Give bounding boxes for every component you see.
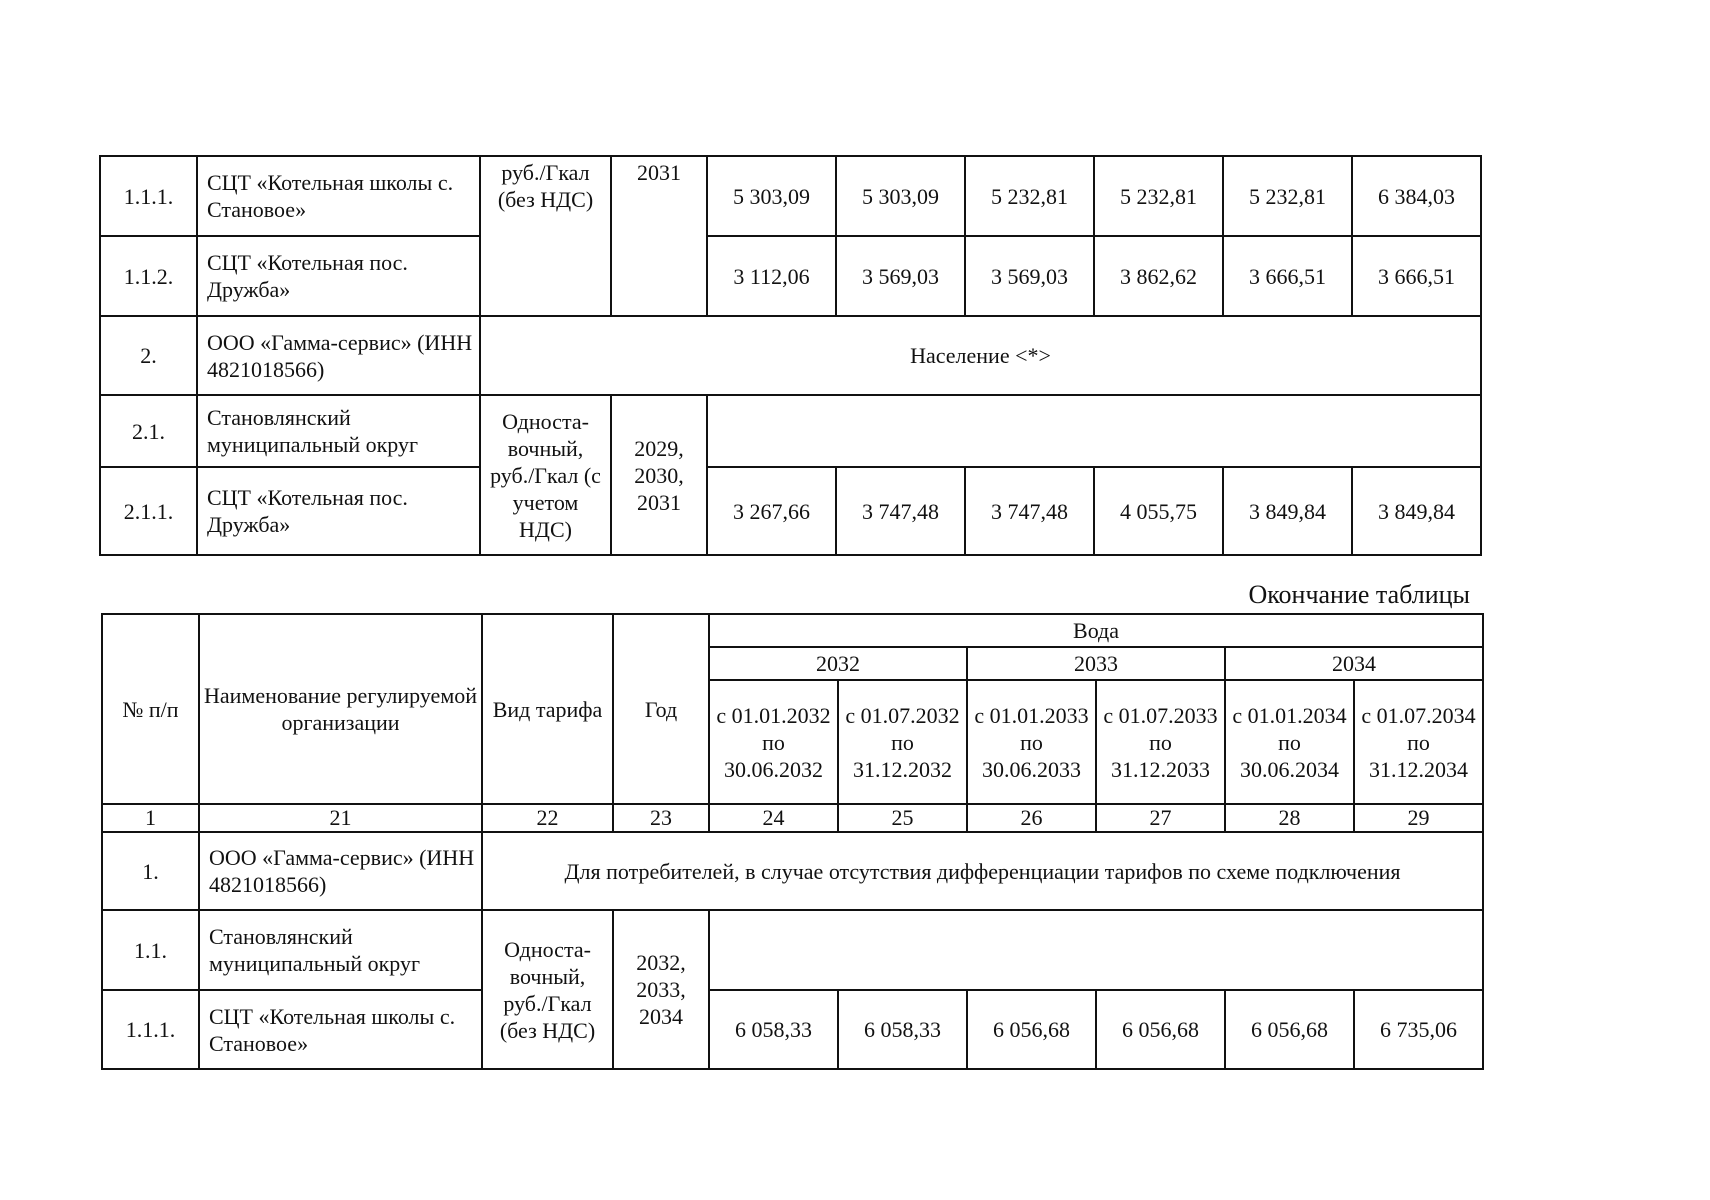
tariff-year: 2031 (611, 156, 707, 316)
tariff-value: 3 569,03 (965, 236, 1094, 316)
tariff-value: 5 232,81 (1223, 156, 1352, 236)
tariff-value: 3 112,06 (707, 236, 836, 316)
tariff-value: 5 232,81 (1094, 156, 1223, 236)
row-number: 2.1.1. (100, 467, 197, 555)
header-tariff-type: Вид тарифа (482, 614, 613, 804)
tariff-value: 6 058,33 (838, 990, 967, 1069)
header-period: с 01.01.2033 по 30.06.2033 (967, 680, 1096, 804)
column-number: 28 (1225, 804, 1354, 832)
tariff-value: 6 735,06 (1354, 990, 1483, 1069)
tariff-value: 5 303,09 (836, 156, 965, 236)
table-row (100, 156, 1481, 236)
tariff-value: 6 056,68 (1225, 990, 1354, 1069)
row-number: 1.1.2. (100, 236, 197, 316)
tariff-value: 6 056,68 (967, 990, 1096, 1069)
tariff-value: 3 267,66 (707, 467, 836, 555)
tariff-value: 3 849,84 (1352, 467, 1481, 555)
column-number-row (102, 804, 1483, 832)
tariff-type: Односта-вочный, руб./Гкал (без НДС) (482, 910, 613, 1069)
tariff-table-continuation (99, 155, 1482, 556)
tariff-value: 6 384,03 (1352, 156, 1481, 236)
organization-name: Становлянский муниципальный округ (199, 910, 482, 990)
consumer-group-label: Население <*> (480, 316, 1481, 395)
tariff-value: 6 056,68 (1096, 990, 1225, 1069)
column-number: 22 (482, 804, 613, 832)
empty-cell (709, 910, 1483, 990)
header-row (102, 614, 1483, 647)
organization-name: Становлянский муниципальный округ (197, 395, 480, 467)
column-number: 1 (102, 804, 199, 832)
header-period: с 01.01.2034 по 30.06.2034 (1225, 680, 1354, 804)
row-number: 1.1.1. (102, 990, 199, 1069)
header-period: с 01.01.2032 по 30.06.2032 (709, 680, 838, 804)
tariff-value: 4 055,75 (1094, 467, 1223, 555)
row-number: 1.1.1. (100, 156, 197, 236)
tariff-value: 3 747,48 (836, 467, 965, 555)
header-period: с 01.07.2034 по 31.12.2034 (1354, 680, 1483, 804)
organization-name: ООО «Гамма-сервис» (ИНН 4821018566) (199, 832, 482, 910)
tariff-year: 2032, 2033, 2034 (613, 910, 709, 1069)
row-number: 1. (102, 832, 199, 910)
tariff-value: 3 849,84 (1223, 467, 1352, 555)
organization-name: СЦТ «Котельная пос. Дружба» (197, 236, 480, 316)
column-number: 21 (199, 804, 482, 832)
organization-name: СЦТ «Котельная пос. Дружба» (197, 467, 480, 555)
tariff-table-end (101, 613, 1484, 1070)
table-row (100, 395, 1481, 467)
header-year: Год (613, 614, 709, 804)
consumer-group-label: Для потребителей, в случае отсутствия дифференциации тарифов по схеме подключения (482, 832, 1483, 910)
column-number: 29 (1354, 804, 1483, 832)
tariff-value: 5 232,81 (965, 156, 1094, 236)
header-row-number: № п/п (102, 614, 199, 804)
header-group-water: Вода (709, 614, 1483, 647)
organization-name: СЦТ «Котельная школы с. Становое» (197, 156, 480, 236)
tariff-value: 3 666,51 (1223, 236, 1352, 316)
organization-name: СЦТ «Котельная школы с. Становое» (199, 990, 482, 1069)
row-number: 1.1. (102, 910, 199, 990)
tariff-value: 3 569,03 (836, 236, 965, 316)
organization-name: ООО «Гамма-сервис» (ИНН 4821018566) (197, 316, 480, 395)
row-number: 2.1. (100, 395, 197, 467)
tariff-value: 3 747,48 (965, 467, 1094, 555)
column-number: 27 (1096, 804, 1225, 832)
header-period: с 01.07.2033 по 31.12.2033 (1096, 680, 1225, 804)
column-number: 24 (709, 804, 838, 832)
tariff-value: 3 862,62 (1094, 236, 1223, 316)
header-year-group: 2032 (709, 647, 967, 680)
empty-cell (707, 395, 1481, 467)
column-number: 26 (967, 804, 1096, 832)
tariff-value: 3 666,51 (1352, 236, 1481, 316)
column-number: 23 (613, 804, 709, 832)
tariff-value: 5 303,09 (707, 156, 836, 236)
header-year-group: 2034 (1225, 647, 1483, 680)
tariff-value: 6 058,33 (709, 990, 838, 1069)
table-row (100, 236, 1481, 316)
row-number: 2. (100, 316, 197, 395)
tariff-type: Односта-вочный, руб./Гкал (с учетом НДС) (480, 395, 611, 555)
table-row (100, 316, 1481, 395)
table-end-caption: Окончание таблицы (1248, 580, 1470, 609)
table-row (102, 832, 1483, 910)
header-organization: Наименование регулируемой организации (199, 614, 482, 804)
column-number: 25 (838, 804, 967, 832)
table-row (102, 990, 1483, 1069)
tariff-type: руб./Гкал (без НДС) (480, 156, 611, 316)
table-row (102, 910, 1483, 990)
header-period: с 01.07.2032 по 31.12.2032 (838, 680, 967, 804)
table-row (100, 467, 1481, 555)
header-year-group: 2033 (967, 647, 1225, 680)
tariff-year: 2029, 2030, 2031 (611, 395, 707, 555)
